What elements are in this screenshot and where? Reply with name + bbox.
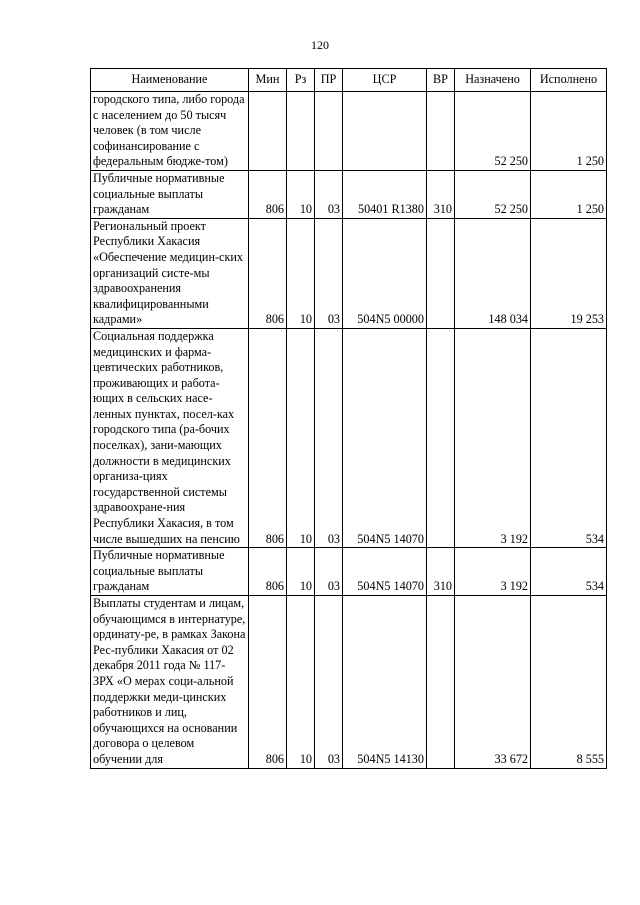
row-vr — [427, 328, 455, 547]
row-pr: 03 — [315, 548, 343, 596]
row-pr: 03 — [315, 218, 343, 328]
row-assigned: 52 250 — [455, 170, 531, 218]
row-rz: 10 — [287, 548, 315, 596]
row-name: Выплаты студентам и лицам, обучающимся в интернатуре, ординату-ре, в рамках Закона Рес-публики Хакасия от 02 декабря 2011 года № 117-ЗРХ «О мерах соци-альной поддержки меди-цинских работников и лиц, обучающихся на основании договора о целевом обучении для — [91, 596, 249, 769]
row-executed: 8 555 — [531, 596, 607, 769]
row-rz: 10 — [287, 596, 315, 769]
row-csr: 504N5 14070 — [343, 328, 427, 547]
row-name: Социальная поддержка медицинских и фарма-цевтических работников, проживающих и работа-ющих в сельских насе-ленных пунктах, посел-ках городского типа (ра-бочих поселках), зани-мающих должности в медицинских организа-циях государственной системы здравоохране-ния Республики Хакасия, в том числе вышедших на пенсию — [91, 328, 249, 547]
row-name: городского типа, либо города с населением до 50 тысяч человек (в том числе софинансирование с федеральным бюдже-том) — [91, 92, 249, 171]
header-assigned: Назначено — [455, 69, 531, 92]
row-executed: 1 250 — [531, 92, 607, 171]
header-csr: ЦСР — [343, 69, 427, 92]
table-row — [91, 328, 607, 547]
row-vr: 310 — [427, 170, 455, 218]
row-min: 806 — [249, 328, 287, 547]
row-assigned: 148 034 — [455, 218, 531, 328]
row-min — [249, 92, 287, 171]
budget-table — [90, 68, 607, 769]
row-min: 806 — [249, 170, 287, 218]
row-csr: 504N5 00000 — [343, 218, 427, 328]
row-assigned: 3 192 — [455, 328, 531, 547]
row-assigned: 33 672 — [455, 596, 531, 769]
row-assigned: 52 250 — [455, 92, 531, 171]
row-csr: 504N5 14070 — [343, 548, 427, 596]
header-executed: Исполнено — [531, 69, 607, 92]
row-rz: 10 — [287, 170, 315, 218]
row-executed: 19 253 — [531, 218, 607, 328]
row-csr: 504N5 14130 — [343, 596, 427, 769]
row-min: 806 — [249, 218, 287, 328]
row-min: 806 — [249, 596, 287, 769]
row-pr: 03 — [315, 328, 343, 547]
header-pr: ПР — [315, 69, 343, 92]
row-vr — [427, 92, 455, 171]
row-name: Публичные нормативные социальные выплаты гражданам — [91, 170, 249, 218]
row-pr: 03 — [315, 170, 343, 218]
table-row — [91, 596, 607, 769]
row-vr: 310 — [427, 548, 455, 596]
row-pr — [315, 92, 343, 171]
row-vr — [427, 218, 455, 328]
table-row — [91, 218, 607, 328]
header-min: Мин — [249, 69, 287, 92]
row-rz — [287, 92, 315, 171]
row-executed: 534 — [531, 328, 607, 547]
row-pr: 03 — [315, 596, 343, 769]
header-name: Наименование — [91, 69, 249, 92]
table-row — [91, 92, 607, 171]
row-min: 806 — [249, 548, 287, 596]
table-row — [91, 548, 607, 596]
page-number: 120 — [311, 38, 329, 52]
row-name: Региональный проект Республики Хакасия «Обеспечение медицин-ских организаций систе-мы здравоохранения квалифицированными кадрами» — [91, 218, 249, 328]
header-vr: ВР — [427, 69, 455, 92]
row-csr: 50401 R1380 — [343, 170, 427, 218]
row-executed: 534 — [531, 548, 607, 596]
row-name: Публичные нормативные социальные выплаты гражданам — [91, 548, 249, 596]
table-row — [91, 170, 607, 218]
row-executed: 1 250 — [531, 170, 607, 218]
row-rz: 10 — [287, 328, 315, 547]
row-csr — [343, 92, 427, 171]
row-vr — [427, 596, 455, 769]
header-rz: Рз — [287, 69, 315, 92]
table-header-row — [91, 69, 607, 92]
row-assigned: 3 192 — [455, 548, 531, 596]
row-rz: 10 — [287, 218, 315, 328]
